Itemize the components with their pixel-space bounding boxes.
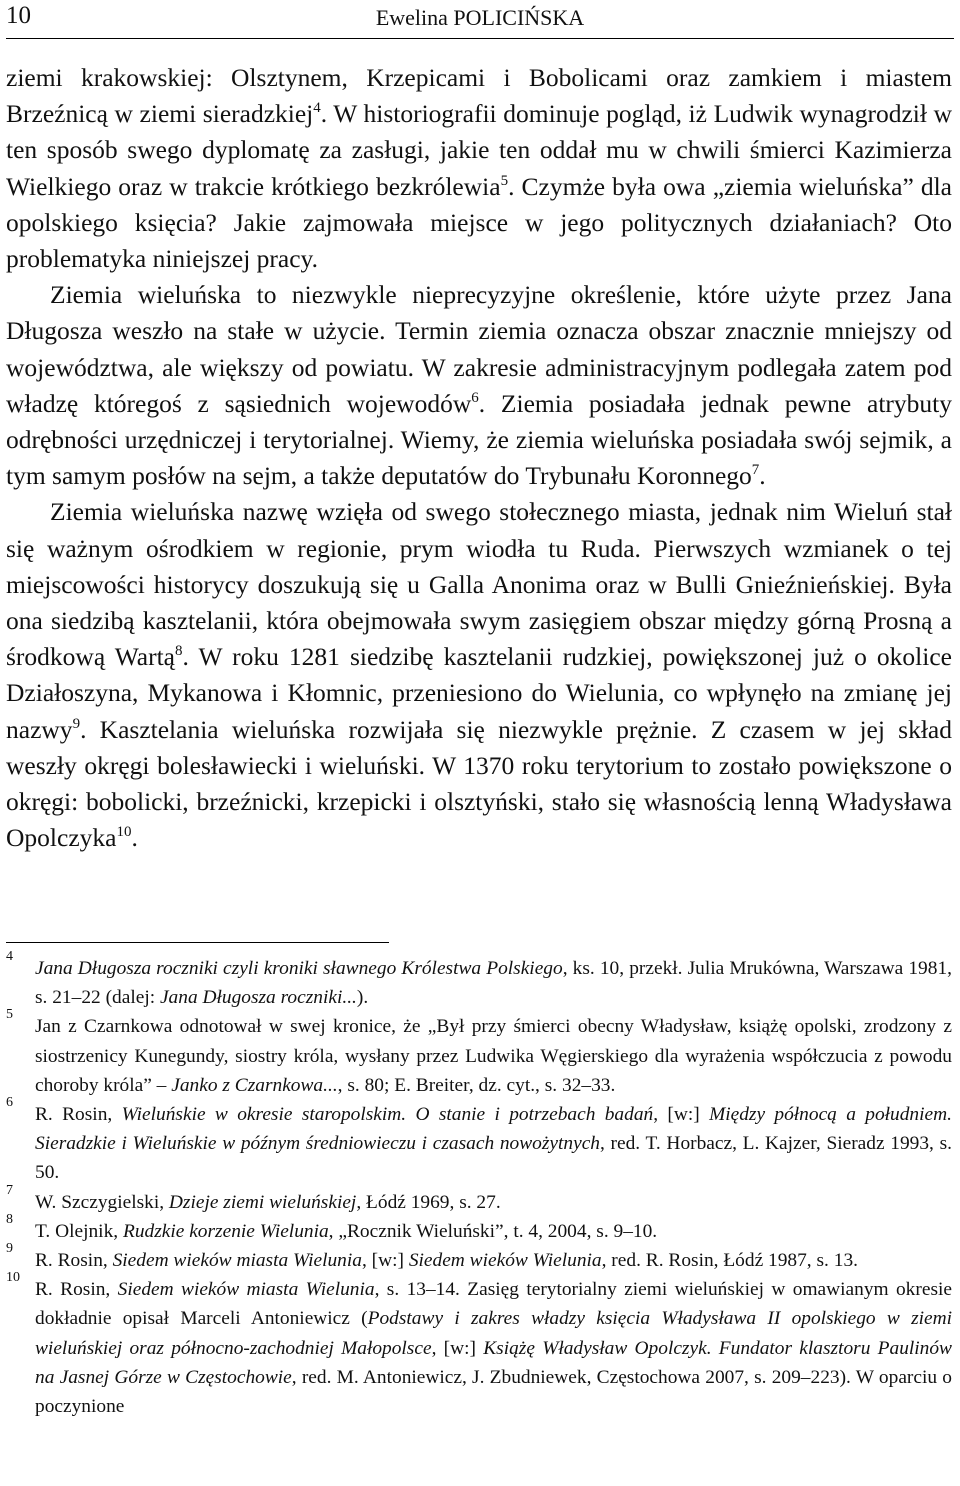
- italic-title: Janko z Czarnkowa...: [171, 1074, 338, 1096]
- text-run: . Ziemia posiadała jednak pewne atrybuty odrębności urzędniczej i terytorialnej. Wiemy, że ziemia wieluńska posiadała swój sejmik, a tym samym posłów na sejm, a także deputatów do Trybunału Koronnego: [6, 388, 952, 491]
- text-run: . Kasztelania wieluńska rozwijała się niezwykle prężnie. Z czasem w jej skład weszły okręgi bolesławiecki i wieluński. W 1370 roku terytorium to zostało powiększone o okręgi: bobolicki, brzeźnicki, krzepicki i olsztyński, stało się własnością lenną Władysława Opolczyka: [6, 714, 952, 853]
- footnote-ref: 5: [500, 172, 509, 189]
- italic-title: Jana Długosza roczniki czyli kroniki sławnego Królestwa Polskiego: [35, 958, 563, 979]
- text-run: R. Rosin,: [35, 1104, 122, 1126]
- italic-title: Siedem wieków Wielunia: [408, 1250, 602, 1272]
- paragraph: [6, 277, 952, 494]
- page-number: 10: [6, 2, 31, 29]
- footnote-ref: 6: [471, 389, 479, 406]
- paragraph: [6, 60, 952, 277]
- text-run: , s. 80; E. Breiter, dz. cyt., s. 32–33.: [337, 1074, 616, 1096]
- text-run: . W roku 1281 siedzibę kasztelanii rudzkiej, powiększonej już o okolice Działoszyna, Mykanowa i Kłomnic, przeniesiono do Wielunia, co wpłynęło na zmianę jej nazwy: [6, 642, 952, 744]
- italic-title: Między północą a południem. Sieradzkie i Wieluńskie w późnym średniowieczu i czasach nowożytnych: [35, 1104, 952, 1155]
- italic-title: Dzieje ziemi wieluńskiej: [168, 1191, 357, 1213]
- text-run: , red. R. Rosin, Łódź 1987, s. 13.: [601, 1250, 858, 1272]
- footnote-ref: 7: [751, 462, 760, 479]
- italic-title: Wieluńskie w okresie staropolskim. O stanie i potrzebach badań: [121, 1104, 654, 1126]
- text-run: , red. T. Horbacz, L. Kajzer, Sieradz 1993, s. 50.: [35, 1133, 952, 1184]
- text-run: , [w:]: [653, 1104, 710, 1126]
- footnote-number: 8: [6, 1211, 13, 1227]
- text-run: ).: [356, 987, 369, 1009]
- running-header: [6, 0, 954, 39]
- footnote-ref: 10: [116, 824, 132, 841]
- text-run: , „Rocznik Wieluński”, t. 4, 2004, s. 9–10.: [328, 1220, 658, 1242]
- footnote: [6, 1241, 952, 1275]
- footnotes: [6, 949, 952, 1421]
- text-run: Ziemia wieluńska to niezwykle nieprecyzyjne określenie, które użyte przez Jana Długosza weszło na stałe w użycie. Termin ziemia oznacza obszar znacznie mniejszy od województwa, ale większy od powiatu. W zakresie administracyjnym podlegała zatem pod władzę któregoś z sąsiednich wojewodów: [6, 280, 952, 418]
- italic-title: Rudzkie korzenie Wielunia: [122, 1220, 329, 1242]
- italic-title: Siedem wieków miasta Wielunia: [117, 1279, 375, 1301]
- text-run: R. Rosin,: [35, 1250, 113, 1272]
- text-run: , s. 13–14. Zasięg terytorialny ziemi wieluńskiej w omawianym okresie dokładnie opisał Marceli Antoniewicz (: [35, 1279, 952, 1330]
- text-run: ziemi krakowskiej: Olsztynem, Krzepicami i Bobolicami oraz zamkiem i miastem Brzeźnicą w ziemi sieradzkiej: [6, 63, 952, 129]
- running-head-author: Ewelina POLICIŃSKA: [375, 5, 585, 30]
- footnote-number: 7: [6, 1182, 13, 1198]
- footnote-number: 6: [6, 1095, 13, 1111]
- footnote: [6, 1007, 952, 1100]
- footnote-number: 9: [6, 1241, 13, 1257]
- italic-title: Podstawy i zakres władzy księcia Władysława II opolskiego w ziemi wieluńskiej oraz północno-zachodniej Małopolsce: [35, 1308, 952, 1359]
- text-run: Jan z Czarnkowa odnotował w swej kronice, że „Był przy śmierci obecny Władysław, książę opolski, zrodzony z siostrzenicy Kunegundy, siostry króla, wysłany przez Ludwika Węgierskiego dla wyrażenia współczucia z powodu choroby króla” –: [35, 1016, 952, 1096]
- footnote: [6, 1270, 952, 1421]
- footnote: [6, 1095, 952, 1188]
- text-run: T. Olejnik,: [35, 1220, 123, 1242]
- text-run: .: [759, 461, 766, 491]
- italic-title: Siedem wieków miasta Wielunia: [112, 1250, 362, 1272]
- footnote-ref: 4: [313, 100, 321, 117]
- main-text: [6, 60, 952, 856]
- paragraph: [6, 494, 952, 856]
- text-run: , ks. 10, przekł. Julia Mrukówna, Warszawa 1981, s. 21–22 (dalej:: [35, 958, 952, 1009]
- footnote: [6, 1182, 952, 1217]
- footnote-number: 5: [6, 1007, 13, 1023]
- text-run: . W historiografii dominuje pogląd, iż Ludwik wynagrodził w ten sposób swego dyplomatę za zasługi, jakie ten oddał mu w chwili śmierci Kazimierza Wielkiego oraz w trakcie krótkiego bezkrólewia: [6, 99, 952, 201]
- text-run: , [w:]: [361, 1250, 409, 1272]
- text-run: , Łódź 1969, s. 27.: [356, 1191, 501, 1213]
- footnote-ref: 9: [72, 715, 81, 732]
- text-run: R. Rosin,: [35, 1279, 118, 1301]
- footnote-ref: 8: [174, 643, 183, 660]
- text-run: , [w:]: [431, 1337, 484, 1359]
- footnote: [6, 949, 952, 1012]
- italic-title: Jana Długosza roczniki...: [159, 987, 357, 1009]
- text-run: , red. M. Antoniewicz, J. Zbudniewek, Częstochowa 2007, s. 209–223). W oparciu o poczynione: [35, 1366, 952, 1418]
- footnote-number: 4: [6, 949, 13, 964]
- footnote: [6, 1211, 952, 1246]
- text-run: . Czymże była owa „ziemia wieluńska” dla opolskiego księcia? Jakie zajmowała miejsce w jego politycznych działaniach? Oto problematyka niniejszej pracy.: [6, 171, 952, 274]
- text-run: W. Szczygielski,: [35, 1191, 169, 1213]
- footnote-separator: [6, 942, 389, 943]
- text-run: .: [131, 823, 138, 853]
- footnote-number: 10: [6, 1270, 20, 1286]
- text-run: Ziemia wieluńska nazwę wzięła od swego stołecznego miasta, jednak nim Wieluń stał się ważnym ośrodkiem w regionie, prym wiodła tu Ruda. Pierwszych wzmianek o tej miejscowości historycy doszukują się u Galla Anonima oraz w Bulli Gnieźnieńskiej. Była ona siedzibą kasztelanii, która obejmowała swym zasięgiem obszar między górną Prosną a środkową Wartą: [6, 497, 952, 672]
- italic-title: Książę Władysław Opolczyk. Fundator klasztoru Paulinów na Jasnej Górze w Częstochowie: [35, 1337, 952, 1388]
